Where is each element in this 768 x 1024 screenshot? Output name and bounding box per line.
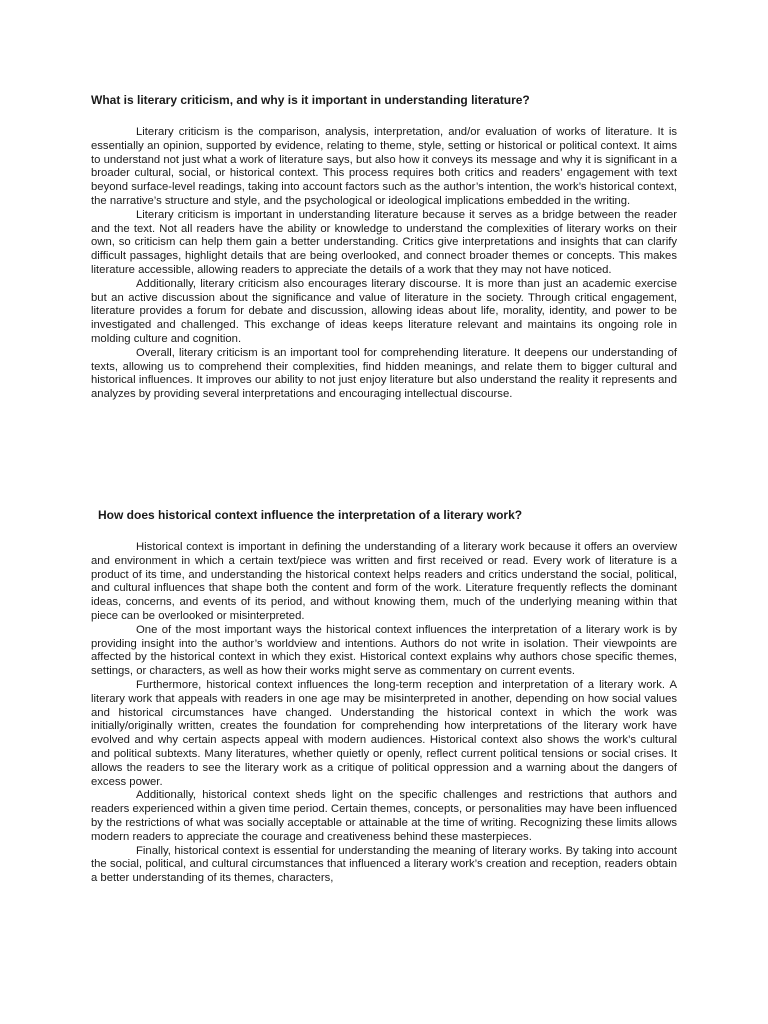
paragraph: Additionally, historical context sheds light on the specific challenges and restrictions that authors and readers experienced within a given time period. Certain themes, concepts, or personalities may have been influenced by the restrictions of what was socially acceptable or attainable at the time of writing. Recognizing these limits allows modern readers to appreciate the courage and creativeness behind these masterpieces. xyxy=(91,789,677,843)
section-literary-criticism xyxy=(91,93,677,402)
paragraph: Finally, historical context is essential for understanding the meaning of literary works. By taking into account the social, political, and cultural circumstances that influenced a literary work’s creation and reception, readers obtain a better understanding of its themes, characters, xyxy=(91,844,677,885)
paragraph: Additionally, literary criticism also encourages literary discourse. It is more than just an academic exercise but an active discussion about the significance and value of literature in the society. Through critical engagement, literature provides a forum for debate and discussion, allowing ideas about life, morality, identity, and power to be investigated and challenged. This exchange of ideas keeps literature relevant and maintains its ongoing role in molding culture and cognition. xyxy=(91,277,677,345)
paragraph: Historical context is important in defining the understanding of a literary work because it offers an overview and environment in which a certain text/piece was written and first received or read. Every work of literature is a product of its time, and understanding the historical context helps readers and critics understand the social, political, and cultural influences that shape both the content and form of the work. Literature frequently reflects the dominant ideas, concerns, and events of its period, and without knowing them, much of the underlying meaning within that piece can be overlooked or misinterpreted. xyxy=(91,541,677,622)
paragraph: Literary criticism is the comparison, analysis, interpretation, and/or evaluation of works of literature. It is essentially an opinion, supported by evidence, relating to theme, style, setting or historical or political context. It aims to understand not just what a work of literature says, but also how it conveys its message and why it is significant in a broader cultural, social, or historical context. This process requires both critics and readers’ engagement with text beyond surface-level readings, taking into account factors such as the author’s intention, the work’s historical context, the narrative’s structure and style, and the psychological or ideological implications embedded in the writing. xyxy=(91,126,677,207)
paragraph: One of the most important ways the historical context influences the interpretation of a literary work is by providing insight into the author’s worldview and intentions. Authors do not write in isolation. Their viewpoints are affected by the historical context in which they exist. Historical context explains why authors chose specific themes, settings, or characters, as well as how their works might serve as commentary on current events. xyxy=(91,623,677,678)
section-historical-context xyxy=(91,508,677,886)
paragraph: Overall, literary criticism is an important tool for comprehending literature. It deepens our understanding of texts, allowing us to comprehend their complexities, find hidden meanings, and relate them to bigger cultural and historical influences. It improves our ability to not just enjoy literature but also understand the reality it represents and analyzes by providing several interpretations and encouraging intellectual discourse. xyxy=(91,346,677,401)
section-body xyxy=(91,126,677,402)
paragraph: Literary criticism is important in understanding literature because it serves as a bridge between the reader and the text. Not all readers have the ability or knowledge to understand the complexities of literary works on their own, so criticism can help them gain a better understanding. Critics give interpretations and insights that can clarify difficult passages, highlight details that are being overlooked, and connect broader themes or concepts. This makes literature accessible, allowing readers to appreciate the details of a work that they may not have noticed. xyxy=(91,208,677,276)
section-heading: What is literary criticism, and why is it important in understanding literature? xyxy=(91,93,530,107)
paragraph: Furthermore, historical context influences the long-term reception and interpretation of a literary work. A literary work that appeals with readers in one age may be misinterpreted in another, depending on how social values and historical circumstances have changed. Understanding the historical context in which the work was initially/originally written, creates the foundation for comprehending how interpretations of the literary work have evolved and why certain aspects appeal with modern audiences. Historical context also shows the work’s cultural and political subtexts. Many literatures, whether quietly or openly, reflect current political tensions or social crises. It allows the readers to see the literary work as a critique of political oppression and a warning about the dangers of excess power. xyxy=(91,678,677,788)
section-heading: How does historical context influence the interpretation of a literary work? xyxy=(98,508,523,522)
section-body xyxy=(91,541,677,886)
